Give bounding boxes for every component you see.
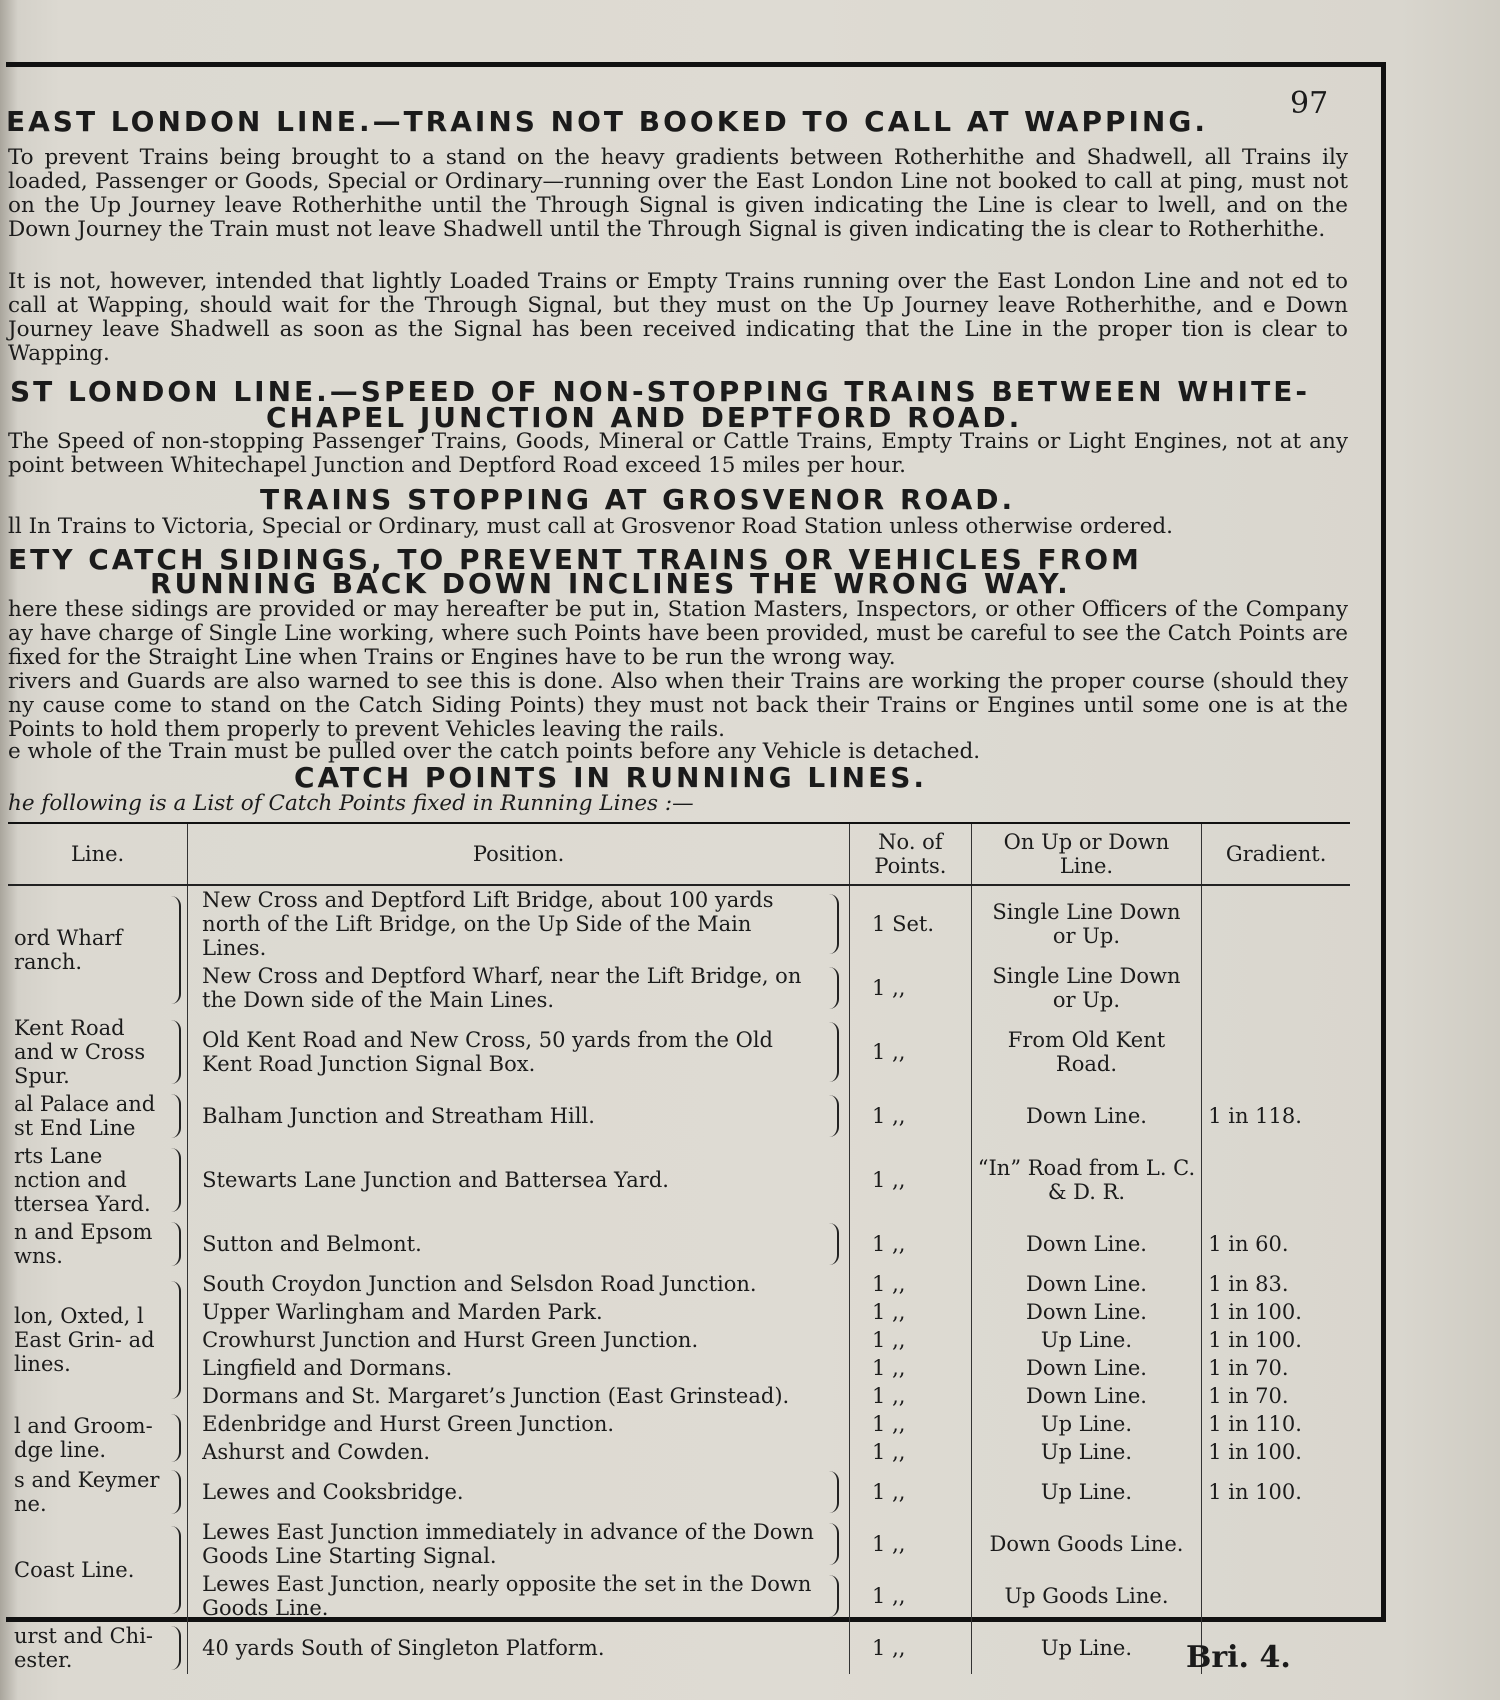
table-row [8,1622,1350,1674]
cell-updown: “In” Road from L. C. & D. R. [971,1142,1201,1218]
table-row [8,1354,1350,1382]
table-row [8,1014,1350,1090]
cell-updown: Single Line Down or Up. [971,962,1201,1014]
cell-updown: Down Line. [971,1090,1201,1142]
cell-points: 1 ,, [850,1570,972,1622]
table-row [8,885,1350,962]
cell-updown: Down Line. [971,1218,1201,1270]
cell-gradient [1202,1142,1350,1218]
table-row [8,1466,1350,1518]
cell-updown: From Old Kent Road. [971,1014,1201,1090]
cell-position: Ashurst and Cowden. [188,1438,850,1466]
cell-position: Sutton and Belmont. [188,1218,850,1270]
table-row [8,1438,1350,1466]
cell-position: Old Kent Road and New Cross, 50 yards from the Old Kent Road Junction Signal Box. [188,1014,850,1090]
cell-updown: Up Line. [971,1410,1201,1438]
cell-points: 1 ,, [850,1090,972,1142]
cell-points: 1 ,, [850,1438,972,1466]
para-speed: The Speed of non-stopping Passenger Trains, Goods, Mineral or Cattle Trains, Empty Trains or Light Engines, not at any point between Whitechapel Junction and Deptford Road exceed 15 miles per hour. [8,429,1348,478]
cell-position: New Cross and Deptford Wharf, near the Lift Bridge, on the Down side of the Main Lines. [188,962,850,1014]
cell-updown: Down Line. [971,1354,1201,1382]
cell-points: 1 ,, [850,1326,972,1354]
table-row [8,1382,1350,1410]
cell-points: 1 ,, [850,1218,972,1270]
cell-position: Lewes East Junction immediately in advance of the Down Goods Line Starting Signal. [188,1518,850,1570]
header-points: No. of Points. [850,823,972,885]
cell-gradient: 1 in 100. [1202,1466,1350,1518]
heading-speed-line2: CHAPEL JUNCTION AND DEPTFORD ROAD. [266,401,1023,434]
cell-gradient: 1 in 100. [1202,1298,1350,1326]
cell-points: 1 ,, [850,1298,972,1326]
cell-points: 1 ,, [850,1014,972,1090]
cell-position: New Cross and Deptford Lift Bridge, about 100 yards north of the Lift Bridge, on the Up Side of the Main Lines. [188,885,850,962]
header-line: Line. [8,823,188,885]
cell-updown: Down Goods Line. [971,1518,1201,1570]
cell-line: al Palace and st End Line [8,1090,188,1142]
cell-gradient: 1 in 100. [1202,1326,1350,1354]
cell-line: urst and Chi- ester. [8,1622,188,1674]
cell-position: Crowhurst Junction and Hurst Green Junction. [188,1326,850,1354]
para-grosvenor: ll In Trains to Victoria, Special or Ordinary, must call at Grosvenor Road Station unless otherwise ordered. [8,514,1174,539]
cell-position: Stewarts Lane Junction and Battersea Yard. [188,1142,850,1218]
header-position: Position. [188,823,850,885]
cell-points: 1 ,, [850,1622,972,1674]
cell-line: lon, Oxted, l East Grin- ad lines. [8,1270,188,1410]
heading-catch-sidings: ETY CATCH SIDINGS, TO PREVENT TRAINS OR VEHICLES FROM [8,543,1142,576]
cell-updown: Down Line. [971,1270,1201,1298]
cell-updown: Up Line. [971,1622,1201,1674]
cell-updown: Down Line. [971,1382,1201,1410]
cell-line: rts Lane nction and ttersea Yard. [8,1142,188,1218]
cell-updown: Up Goods Line. [971,1570,1201,1622]
cell-gradient: 1 in 110. [1202,1410,1350,1438]
cell-updown: Down Line. [971,1298,1201,1326]
table-row [8,1410,1350,1438]
cell-points: 1 ,, [850,1382,972,1410]
cell-position: Lingfield and Dormans. [188,1354,850,1382]
para-list-intro: he following is a List of Catch Points fixed in Running Lines :— [8,791,694,816]
cell-line: Kent Road and w Cross Spur. [8,1014,188,1090]
cell-gradient [1202,1570,1350,1622]
para-catch-1: here these sidings are provided or may hereafter be put in, Station Masters, Inspectors, or other Officers of the Company ay have charge of Single Line working, where such Points have been provided, must be careful to see the Catch Points are fixed for the Straight Line when Trains or Engines have to be run the wrong way. [8,597,1348,670]
cell-points: 1 Set. [850,885,972,962]
cell-points: 1 ,, [850,1142,972,1218]
cell-updown: Up Line. [971,1466,1201,1518]
cell-gradient: 1 in 70. [1202,1382,1350,1410]
header-gradient: Gradient. [1202,823,1350,885]
cell-points: 1 ,, [850,1410,972,1438]
table-row [8,1270,1350,1298]
page-number: 97 [1290,86,1329,121]
table-row [8,1518,1350,1570]
cell-position: South Croydon Junction and Selsdon Road Junction. [188,1270,850,1298]
table-row [8,962,1350,1014]
cell-line: n and Epsom wns. [8,1218,188,1270]
cell-position: Dormans and St. Margaret’s Junction (East Grinstead). [188,1382,850,1410]
table-header-row [8,823,1350,885]
cell-points: 1 ,, [850,1354,972,1382]
cell-position: Upper Warlingham and Marden Park. [188,1298,850,1326]
catch-points-table [8,822,1350,1674]
heading-wapping: EAST LONDON LINE.—TRAINS NOT BOOKED TO CALL AT WAPPING. [6,105,1208,138]
cell-gradient: 1 in 100. [1202,1438,1350,1466]
cell-position: Lewes and Cooksbridge. [188,1466,850,1518]
cell-line: s and Keymer ne. [8,1466,188,1518]
para-catch-2: rivers and Guards are also warned to see this is done. Also when their Trains are working the proper course (should they ny cause come to stand on the Catch Siding Points) they must not back their Trains or Engines until some one is at the Points to hold them properly to prevent Vehicles leaving the rails. [8,669,1348,742]
cell-points: 1 ,, [850,1466,972,1518]
table-row [8,1326,1350,1354]
cell-points: 1 ,, [850,1518,972,1570]
cell-gradient: 1 in 60. [1202,1218,1350,1270]
footer-signature: Bri. 4. [1186,1640,1291,1675]
cell-position: Edenbridge and Hurst Green Junction. [188,1410,850,1438]
table-row [8,1570,1350,1622]
cell-position: Balham Junction and Streatham Hill. [188,1090,850,1142]
para-catch-3: e whole of the Train must be pulled over the catch points before any Vehicle is detached. [8,739,981,764]
cell-gradient [1202,1518,1350,1570]
para-wapping-2: It is not, however, intended that lightly Loaded Trains or Empty Trains running over the East London Line and not ed to call at Wapping, should wait for the Through Signal, but they must on the Up Journey leave Rotherhithe, and e Down Journey leave Shadwell as soon as the Signal has been received indicating that the Line in the proper tion is clear to Wapping. [8,269,1348,366]
cell-updown: Up Line. [971,1326,1201,1354]
cell-updown: Single Line Down or Up. [971,885,1201,962]
cell-gradient: 1 in 83. [1202,1270,1350,1298]
table-row [8,1142,1350,1218]
heading-speed: ST LONDON LINE.—SPEED OF NON-STOPPING TRAINS BETWEEN WHITE- [10,375,1310,408]
para-wapping-1: To prevent Trains being brought to a stand on the heavy gradients between Rotherhithe and Shadwell, all Trains ily loaded, Passenger or Goods, Special or Ordinary—running over the East London Line not booked to call at ping, must not on the Up Journey leave Rotherhithe until the Through Signal is given indicating the Line is clear to lwell, and on the Down Journey the Train must not leave Shadwell until the Through Signal is given indicating the is clear to Rotherhithe. [8,145,1348,242]
table-row [8,1218,1350,1270]
cell-position: 40 yards South of Singleton Platform. [188,1622,850,1674]
table-row [8,1090,1350,1142]
cell-gradient: 1 in 118. [1202,1090,1350,1142]
cell-points: 1 ,, [850,1270,972,1298]
table-row [8,1298,1350,1326]
cell-updown: Up Line. [971,1438,1201,1466]
cell-gradient [1202,1014,1350,1090]
cell-line: ord Wharf ranch. [8,885,188,1014]
cell-gradient [1202,962,1350,1014]
cell-line: l and Groom- dge line. [8,1410,188,1466]
cell-points: 1 ,, [850,962,972,1014]
heading-catch-sidings-line2: RUNNING BACK DOWN INCLINES THE WRONG WAY. [150,567,1071,600]
heading-grosvenor: TRAINS STOPPING AT GROSVENOR ROAD. [260,483,1016,516]
cell-line: Coast Line. [8,1518,188,1622]
cell-position: Lewes East Junction, nearly opposite the set in the Down Goods Line. [188,1570,850,1622]
cell-gradient: 1 in 70. [1202,1354,1350,1382]
cell-gradient [1202,885,1350,962]
heading-catch-points: CATCH POINTS IN RUNNING LINES. [294,761,928,794]
header-updown: On Up or Down Line. [971,823,1201,885]
